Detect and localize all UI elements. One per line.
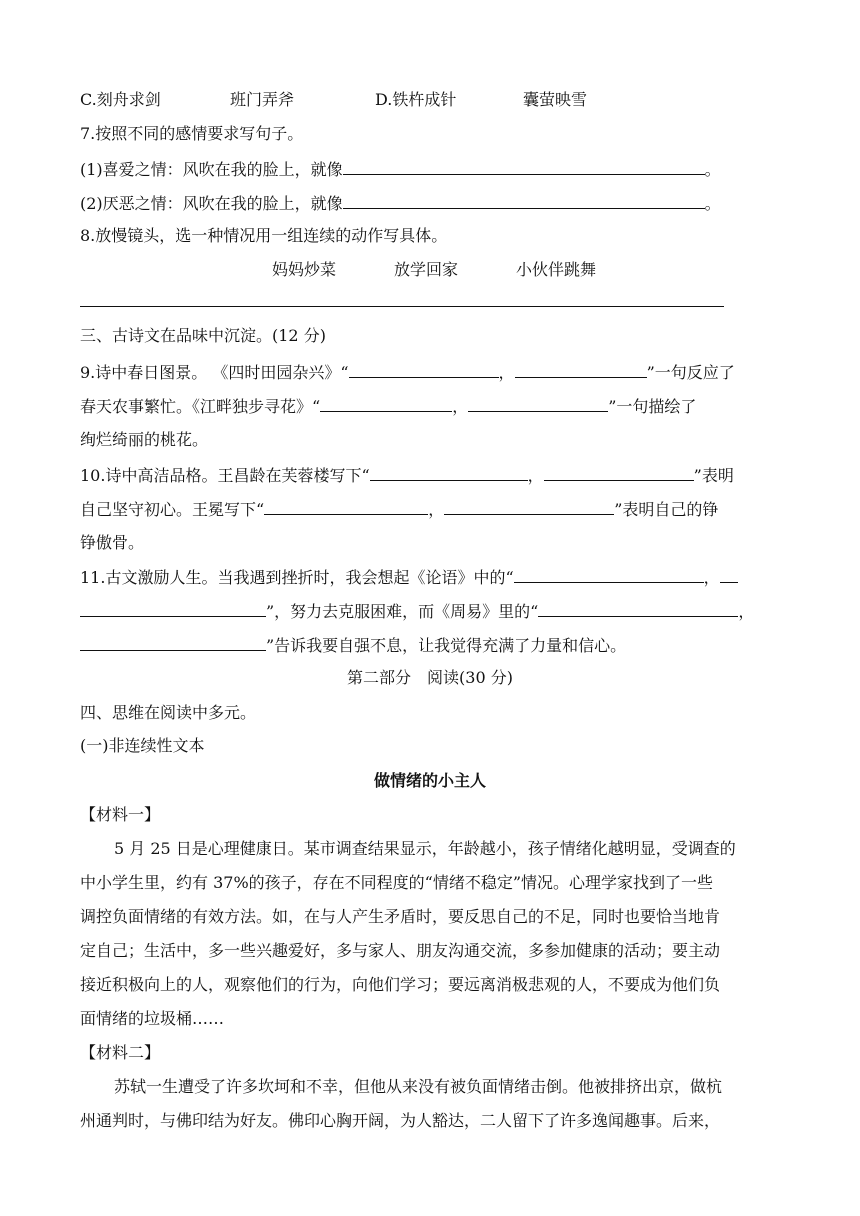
q10-comma-2: ， <box>428 500 445 519</box>
q8-answer-line[interactable] <box>80 306 724 307</box>
q9-blank-4[interactable] <box>468 395 608 412</box>
q9-line-2-end: ”一句描绘了 <box>608 397 697 416</box>
q11-comma-1: ， <box>703 568 720 587</box>
q10-line-3: 铮傲骨。 <box>80 533 145 552</box>
material-2-line: 州通判时，与佛印结为好友。佛印心胸开阔，为人豁达，二人留下了许多逸闻趣事。后来， <box>80 1111 721 1130</box>
q11-line-2 <box>80 600 754 622</box>
q6-option-d-second: 囊萤映雪 <box>523 90 588 109</box>
q10-comma-1: ， <box>527 466 544 485</box>
q9-comma-1: ， <box>498 363 515 382</box>
material-1-line: 中小学生里，约有 37%的孩子，存在不同程度的“情绪不稳定”情况。心理学家找到了一些 <box>80 873 714 892</box>
material-1-line: 调控负面情绪的有效方法。如，在与人产生矛盾时，要反思自己的不足，同时也要恰当地肯 <box>80 907 721 926</box>
q8-option-2: 放学回家 <box>394 260 459 279</box>
q9-line-3: 绚烂绮丽的桃花。 <box>80 430 209 449</box>
material-2-line: 苏轼一生遭受了许多坎坷和不幸，但他从来没有被负面情绪击倒。他被排挤出京，做杭 <box>114 1077 723 1096</box>
q11-blank-3[interactable] <box>538 600 738 617</box>
q7-item-2-answer-blank[interactable] <box>343 192 705 209</box>
subsection-1-title: (一)非连续性文本 <box>80 736 205 755</box>
q8-option-1: 妈妈炒菜 <box>272 260 337 279</box>
q9-blank-2[interactable] <box>515 361 647 378</box>
q10-blank-4[interactable] <box>444 498 614 515</box>
q11-line-2-mid: ”，努力去克服困难，而《周易》里的“ <box>266 602 539 621</box>
q8-stem: 8.放慢镜头，选一种情况用一组连续的动作写具体。 <box>80 226 448 245</box>
material-1-line: 面情绪的垃圾桶…… <box>80 1009 225 1028</box>
section-3-title: 三、古诗文在品味中沉淀。(12 分) <box>80 326 326 345</box>
material-1-line: 接近积极向上的人，观察他们的行为，向他们学习；要远离消极悲观的人，不要成为他们负 <box>80 975 721 994</box>
q9-comma-2: ， <box>452 397 469 416</box>
q9-blank-1[interactable] <box>349 361 499 378</box>
q11-blank-4[interactable] <box>80 634 266 651</box>
q10-blank-2[interactable] <box>544 464 694 481</box>
q9-line-2-start: 春天农事繁忙。《江畔独步寻花》“ <box>80 397 321 416</box>
q11-blank-1[interactable] <box>514 566 704 583</box>
q7-item-1-answer-blank[interactable] <box>343 158 705 175</box>
q7-stem: 7.按照不同的感情要求写句子。 <box>80 124 304 143</box>
q11-line-1 <box>80 566 738 588</box>
q9-line-1 <box>80 361 735 383</box>
q10-line-2 <box>80 498 718 520</box>
q10-line-2-start: 自己坚守初心。王冕写下“ <box>80 500 265 519</box>
q10-line-2-end: ”表明自己的铮 <box>614 500 719 519</box>
q10-blank-3[interactable] <box>264 498 428 515</box>
q6-option-d: D.铁杵成针 <box>375 90 457 109</box>
q9-intro: 9.诗中春日图景。 《四时田园杂兴》“ <box>80 363 349 382</box>
q7-item-1-end: 。 <box>704 160 721 179</box>
q10-intro: 10.诗中高洁品格。王昌龄在芙蓉楼写下“ <box>80 466 370 485</box>
article-title: 做情绪的小主人 <box>373 771 486 790</box>
q7-item-2 <box>80 192 721 214</box>
q7-item-2-prefix: (2)厌恶之情：风吹在我的脸上，就像 <box>80 194 343 213</box>
q6-option-c <box>80 90 161 110</box>
q11-comma-2: ， <box>738 602 755 621</box>
q9-blank-3[interactable] <box>320 395 452 412</box>
material-1-line: 5 月 25 日是心理健康日。某市调查结果显示，年龄越小，孩子情绪化越明显，受调查的 <box>114 839 736 858</box>
q7-item-2-end: 。 <box>704 194 721 213</box>
q11-blank-2a[interactable] <box>720 566 738 583</box>
q8-option-3: 小伙伴跳舞 <box>516 260 597 279</box>
q9-line-1-tail: ”一句反应了 <box>646 363 735 382</box>
q11-line-3 <box>80 634 626 656</box>
material-2-label: 【材料二】 <box>80 1043 161 1062</box>
q10-line-1 <box>80 464 734 486</box>
q10-blank-1[interactable] <box>370 464 528 481</box>
q6-option-c-text: C.刻舟求剑 <box>80 90 161 109</box>
q11-blank-2b[interactable] <box>80 600 266 617</box>
material-1-label: 【材料一】 <box>80 805 161 824</box>
q10-line-1-tail: ”表明 <box>693 466 734 485</box>
part-2-title: 第二部分 阅读(30 分) <box>347 668 513 687</box>
q11-intro: 11.古文激励人生。当我遇到挫折时，我会想起《论语》中的“ <box>80 568 514 587</box>
q11-line-3-end: ”告诉我要自强不息，让我觉得充满了力量和信心。 <box>266 636 627 655</box>
q9-line-2 <box>80 395 696 417</box>
section-4-title: 四、思维在阅读中多元。 <box>80 703 257 722</box>
q7-item-1 <box>80 158 721 180</box>
q7-item-1-prefix: (1)喜爱之情：风吹在我的脸上，就像 <box>80 160 343 179</box>
material-1-line: 定自己；生活中，多一些兴趣爱好，多与家人、朋友沟通交流，多参加健康的活动；要主动 <box>80 941 721 960</box>
q6-option-c-second: 班门弄斧 <box>230 90 295 109</box>
